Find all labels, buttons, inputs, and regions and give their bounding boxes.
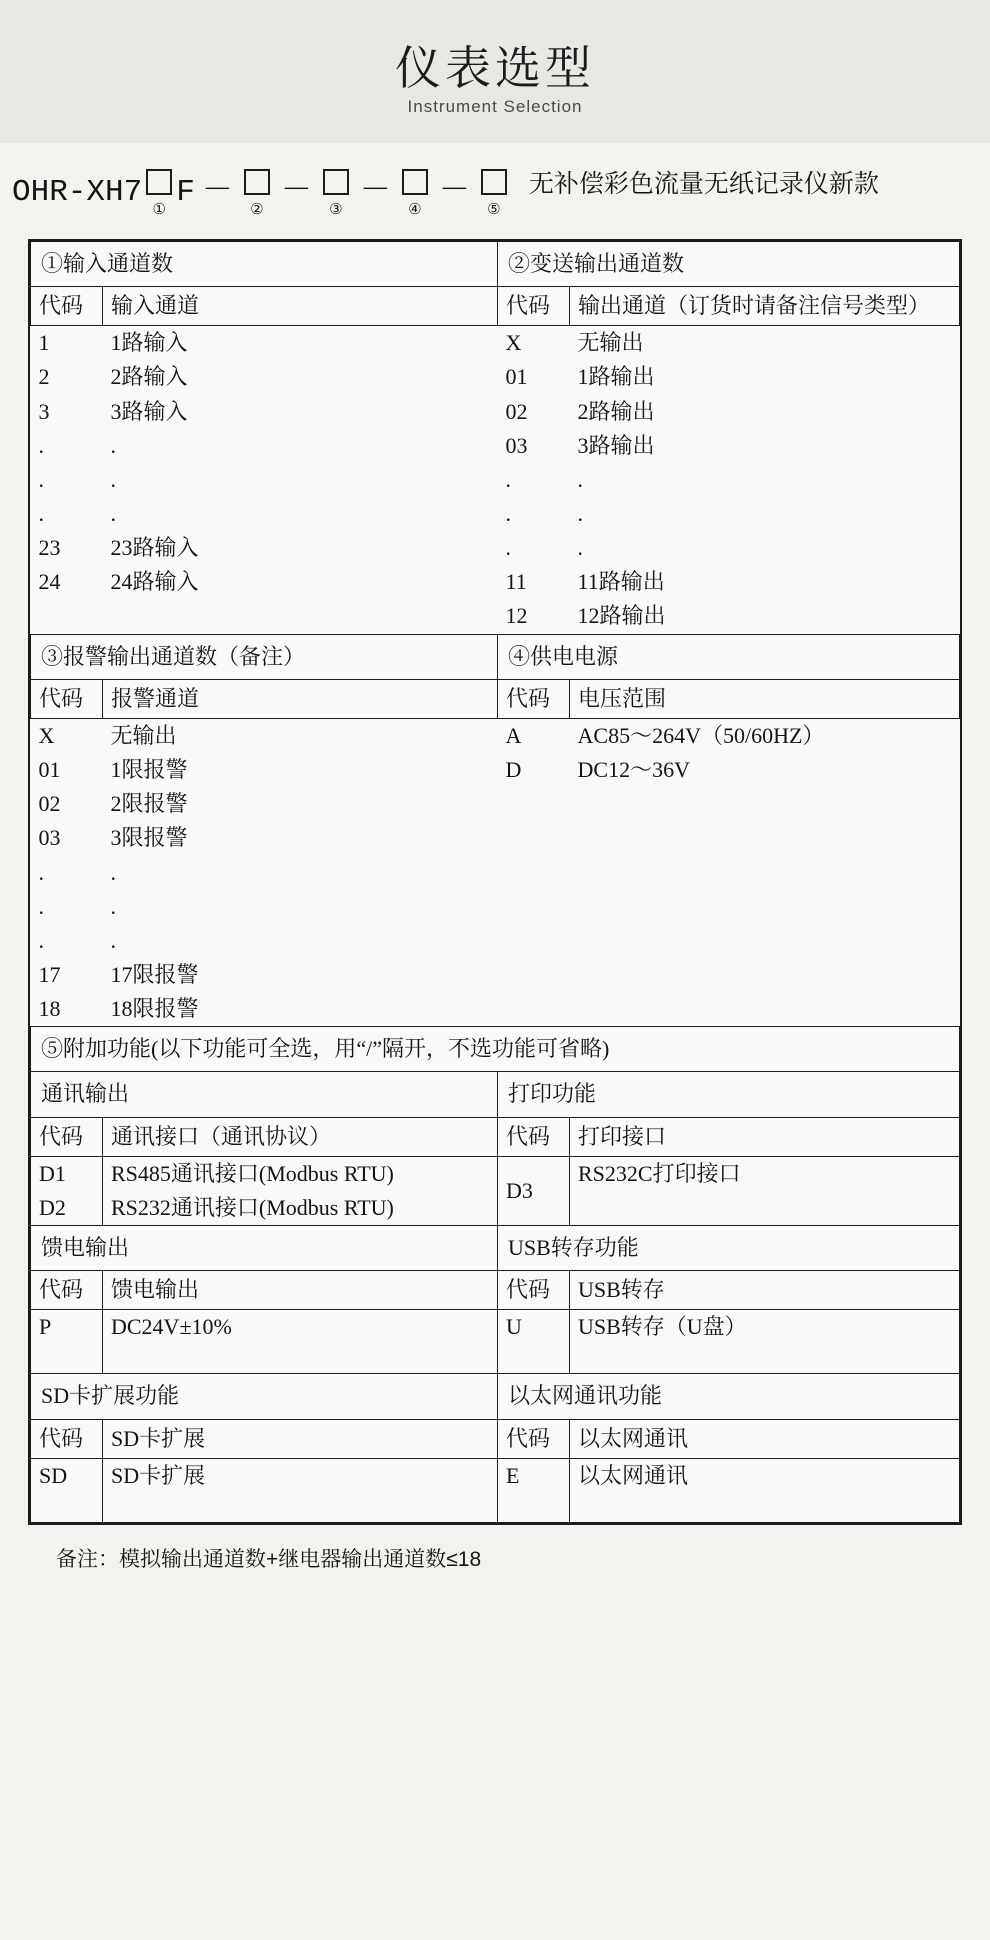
value: 12路输出 xyxy=(577,603,666,629)
usb-value: USB转存（U盘） xyxy=(570,1310,960,1374)
section-1-rows xyxy=(31,326,103,633)
value: 23路输入 xyxy=(110,535,199,561)
value: 3路输入 xyxy=(110,398,188,424)
section-3-code-header: 代码 xyxy=(31,679,103,718)
list-item xyxy=(31,326,103,360)
block-title-print: 打印功能 xyxy=(498,1072,960,1117)
section-1-title: ①输入通道数 xyxy=(31,241,498,286)
slot-box-icon xyxy=(481,169,507,195)
section-4-value-header: 电压范围 xyxy=(570,679,960,718)
eth-code: E xyxy=(498,1458,570,1522)
table-row xyxy=(31,1419,960,1458)
section-3-value-header: 报警通道 xyxy=(103,679,498,718)
section-4-body-cell xyxy=(498,718,570,1026)
code: 02 xyxy=(505,398,528,424)
code: D xyxy=(505,757,522,783)
code: 03 xyxy=(38,825,61,851)
code: . xyxy=(38,500,44,526)
model-slot-4 xyxy=(398,169,432,217)
slot-box-icon xyxy=(323,169,349,195)
print-code: D3 xyxy=(498,1156,570,1225)
value: 1限报警 xyxy=(110,757,188,783)
value: AC85～264V（50/60HZ） xyxy=(577,722,825,748)
list-item xyxy=(31,360,103,394)
code: 23 xyxy=(38,535,61,561)
code: X xyxy=(505,330,522,356)
list-item xyxy=(498,463,570,497)
section-3-value-cell xyxy=(103,718,498,1026)
model-dash-3: － xyxy=(359,175,391,211)
model-description: 无补偿彩色流量无纸记录仪新款 xyxy=(528,169,879,198)
list-item xyxy=(103,326,498,360)
list-item xyxy=(31,599,103,633)
list-item xyxy=(103,958,498,992)
code: . xyxy=(38,466,44,492)
code: 3 xyxy=(38,398,50,424)
list-item xyxy=(31,497,103,531)
list-item xyxy=(103,890,498,924)
selection-tables xyxy=(28,239,962,1525)
sd-value: SD卡扩展 xyxy=(103,1458,498,1522)
value: 11路输出 xyxy=(577,569,665,595)
list-item xyxy=(31,958,103,992)
list-item xyxy=(570,719,960,753)
list-item xyxy=(570,531,960,565)
table-row xyxy=(31,241,960,286)
value: . xyxy=(110,432,116,458)
table-row xyxy=(31,1156,960,1191)
list-item xyxy=(31,463,103,497)
list-item xyxy=(103,992,498,1026)
code: 12 xyxy=(505,603,528,629)
list-item xyxy=(31,719,103,753)
section-2-title: ②变送输出通道数 xyxy=(498,241,960,286)
usb-value-header: USB转存 xyxy=(570,1271,960,1310)
code: 01 xyxy=(38,757,61,783)
usb-code: U xyxy=(498,1310,570,1374)
list-item xyxy=(498,719,570,753)
value: 3路输出 xyxy=(577,432,655,458)
value: . xyxy=(110,893,116,919)
slot-box-icon xyxy=(244,169,270,195)
section-2-values xyxy=(570,326,960,633)
section-2-rows xyxy=(498,326,570,633)
section-4-value-cell xyxy=(570,718,960,1026)
list-item xyxy=(103,497,498,531)
section-3-4-table xyxy=(30,634,960,1027)
slot-number: ② xyxy=(250,200,264,218)
value: . xyxy=(110,927,116,953)
block-title-communication: 通讯输出 xyxy=(31,1072,498,1117)
comm-code-header: 代码 xyxy=(31,1117,103,1156)
bottom-spacer xyxy=(0,1603,990,1627)
eth-value: 以太网通讯 xyxy=(570,1458,960,1522)
section-3-values xyxy=(103,719,498,1026)
list-item xyxy=(570,395,960,429)
slot-box-icon xyxy=(146,169,172,195)
section-1-values xyxy=(103,326,498,633)
list-item xyxy=(103,463,498,497)
section-4-title: ④供电电源 xyxy=(498,634,960,679)
slot-number: ⑤ xyxy=(487,200,501,218)
value: 2路输出 xyxy=(577,398,655,424)
model-prefix: OHR-XH7 xyxy=(12,175,143,211)
code: 18 xyxy=(38,996,61,1022)
model-dash-4: － xyxy=(438,175,470,211)
value: . xyxy=(110,466,116,492)
table-row xyxy=(31,287,960,326)
list-item xyxy=(570,565,960,599)
section-4-values xyxy=(570,719,960,787)
list-item xyxy=(103,429,498,463)
list-item xyxy=(570,599,960,633)
value: DC12～36V xyxy=(577,757,690,783)
section-2-body-cell xyxy=(498,326,570,634)
list-item xyxy=(570,463,960,497)
sd-code-header: 代码 xyxy=(31,1419,103,1458)
list-item xyxy=(103,924,498,958)
list-item xyxy=(570,360,960,394)
value: 17限报警 xyxy=(110,962,199,988)
section-1-code-header: 代码 xyxy=(31,287,103,326)
list-item xyxy=(31,429,103,463)
block-title-power-feed: 馈电输出 xyxy=(31,1226,498,1271)
table-row xyxy=(31,1226,960,1271)
feed-code-header: 代码 xyxy=(31,1271,103,1310)
list-item xyxy=(103,719,498,753)
code: . xyxy=(38,927,44,953)
list-item xyxy=(103,395,498,429)
value: 无输出 xyxy=(577,330,644,356)
eth-value-header: 以太网通讯 xyxy=(570,1419,960,1458)
code: A xyxy=(505,722,522,748)
list-item xyxy=(31,821,103,855)
code: 2 xyxy=(38,364,50,390)
slot-box-icon xyxy=(402,169,428,195)
model-code-row xyxy=(0,169,990,217)
value: 24路输入 xyxy=(110,569,199,595)
page-title: 仪表选型 xyxy=(395,42,595,94)
list-item xyxy=(31,753,103,787)
model-slot-1 xyxy=(142,169,176,217)
section-4-rows xyxy=(498,719,570,787)
section-5-title: ⑤附加功能(以下功能可全选，用“/”隔开，不选功能可省略) xyxy=(31,1027,960,1072)
code: 11 xyxy=(505,569,527,595)
section-1-body-cell xyxy=(31,326,103,634)
list-item xyxy=(498,531,570,565)
section-1-value-cell xyxy=(103,326,498,634)
section-3-body-cell xyxy=(31,718,103,1026)
model-code xyxy=(12,169,511,217)
comm-value: RS485通讯接口(Modbus RTU) xyxy=(103,1156,498,1191)
list-item xyxy=(498,753,570,787)
value: 无输出 xyxy=(110,722,177,748)
table-row xyxy=(31,718,960,1026)
code: 01 xyxy=(505,364,528,390)
list-item xyxy=(31,992,103,1026)
usb-code-header: 代码 xyxy=(498,1271,570,1310)
list-item xyxy=(498,395,570,429)
value: 2限报警 xyxy=(110,791,188,817)
section-3-rows xyxy=(31,719,103,1026)
comm-code: D2 xyxy=(31,1191,103,1226)
list-item xyxy=(31,565,103,599)
value: . xyxy=(577,466,584,492)
table-row xyxy=(31,1310,960,1374)
slot-number: ③ xyxy=(329,200,343,218)
list-item xyxy=(498,497,570,531)
model-dash-2: － xyxy=(280,175,312,211)
value: 1路输入 xyxy=(110,330,188,356)
code: . xyxy=(38,893,44,919)
model-suffix-f: F xyxy=(176,175,195,211)
section-2-code-header: 代码 xyxy=(498,287,570,326)
list-item xyxy=(498,565,570,599)
list-item xyxy=(103,531,498,565)
section-3-title: ③报警输出通道数（备注） xyxy=(31,634,498,679)
list-item xyxy=(31,395,103,429)
print-code-header: 代码 xyxy=(498,1117,570,1156)
code: . xyxy=(38,859,44,885)
list-item xyxy=(498,360,570,394)
list-item xyxy=(103,856,498,890)
feed-value: DC24V±10% xyxy=(103,1310,498,1374)
list-item xyxy=(570,497,960,531)
table-row xyxy=(31,326,960,634)
model-slot-3 xyxy=(319,169,353,217)
value: . xyxy=(577,535,584,561)
code: 24 xyxy=(38,569,61,595)
table-row xyxy=(31,1027,960,1072)
value: 3限报警 xyxy=(110,825,188,851)
value: . xyxy=(577,500,584,526)
print-value-header: 打印接口 xyxy=(570,1117,960,1156)
value: . xyxy=(110,859,116,885)
section-2-value-header: 输出通道（订货时请备注信号类型） xyxy=(570,287,960,326)
list-item xyxy=(103,599,498,633)
list-item xyxy=(498,326,570,360)
code: . xyxy=(38,432,44,458)
section-1-value-header: 输入通道 xyxy=(103,287,498,326)
table-row xyxy=(31,1374,960,1419)
comm-value-header: 通讯接口（通讯协议） xyxy=(103,1117,498,1156)
slot-number: ① xyxy=(152,200,166,218)
table-row xyxy=(31,634,960,679)
code: . xyxy=(505,535,512,561)
table-row xyxy=(31,1271,960,1310)
table-row xyxy=(31,1072,960,1117)
model-slot-2 xyxy=(240,169,274,217)
block-title-ethernet: 以太网通讯功能 xyxy=(498,1374,960,1419)
list-item xyxy=(31,531,103,565)
table-row xyxy=(31,1458,960,1522)
code: 02 xyxy=(38,791,61,817)
comm-code: D1 xyxy=(31,1156,103,1191)
value: 1路输出 xyxy=(577,364,655,390)
model-dash-1: － xyxy=(201,175,233,211)
footer-note: 备注：模拟输出通道数+继电器输出通道数≤18 xyxy=(56,1547,482,1571)
list-item xyxy=(31,856,103,890)
list-item xyxy=(570,753,960,787)
value: . xyxy=(110,500,116,526)
block-title-sd-card: SD卡扩展功能 xyxy=(31,1374,498,1419)
top-bar xyxy=(0,0,990,36)
sd-code: SD xyxy=(31,1458,103,1522)
code: 17 xyxy=(38,962,61,988)
list-item xyxy=(103,565,498,599)
value: 18限报警 xyxy=(110,996,199,1022)
section-2-value-cell xyxy=(570,326,960,634)
block-title-usb: USB转存功能 xyxy=(498,1226,960,1271)
list-item xyxy=(31,924,103,958)
list-item xyxy=(103,787,498,821)
section-4-code-header: 代码 xyxy=(498,679,570,718)
list-item xyxy=(570,429,960,463)
feed-value-header: 馈电输出 xyxy=(103,1271,498,1310)
list-item xyxy=(103,753,498,787)
section-5-table xyxy=(30,1026,960,1522)
section-1-2-table xyxy=(30,241,960,634)
code: 03 xyxy=(505,432,528,458)
list-item xyxy=(498,599,570,633)
list-item xyxy=(103,821,498,855)
model-slot-5 xyxy=(477,169,511,217)
comm-value: RS232通讯接口(Modbus RTU) xyxy=(103,1191,498,1226)
code: . xyxy=(505,466,512,492)
value: 2路输入 xyxy=(110,364,188,390)
list-item xyxy=(498,429,570,463)
list-item xyxy=(31,787,103,821)
sd-value-header: SD卡扩展 xyxy=(103,1419,498,1458)
slot-number: ④ xyxy=(408,200,422,218)
feed-code: P xyxy=(31,1310,103,1374)
code: 1 xyxy=(38,330,50,356)
list-item xyxy=(570,326,960,360)
code: X xyxy=(38,722,55,748)
table-row xyxy=(31,1117,960,1156)
eth-code-header: 代码 xyxy=(498,1419,570,1458)
page-subtitle: Instrument Selection xyxy=(407,96,583,116)
code: . xyxy=(505,500,512,526)
table-row xyxy=(31,679,960,718)
list-item xyxy=(31,890,103,924)
print-value: RS232C打印接口 xyxy=(570,1156,960,1225)
list-item xyxy=(103,360,498,394)
page-header xyxy=(0,36,990,143)
